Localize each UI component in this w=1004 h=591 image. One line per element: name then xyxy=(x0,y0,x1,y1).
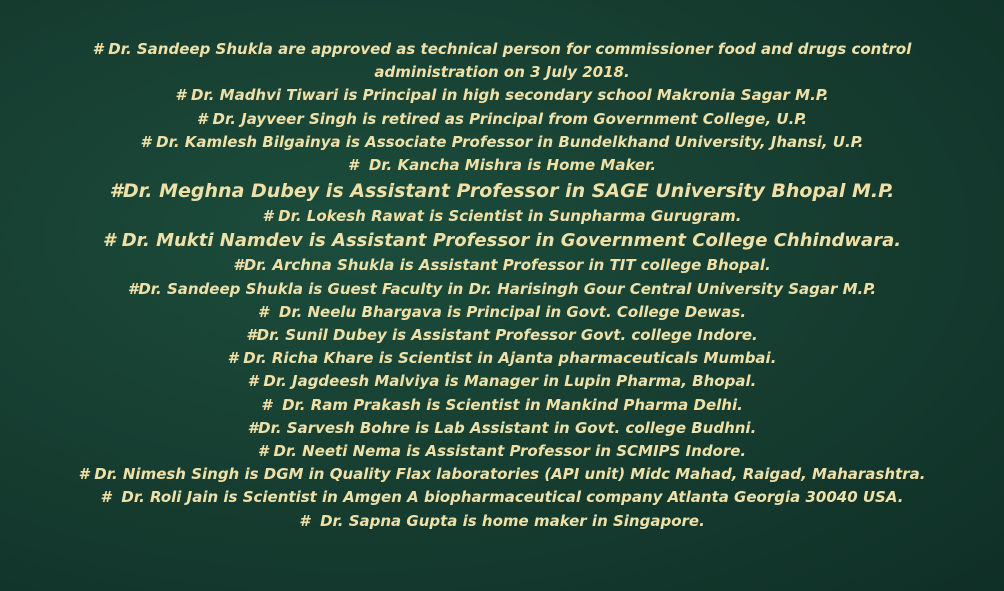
list-item: # Dr. Neelu Bhargava is Principal in Govt. College Dewas. xyxy=(257,302,747,321)
list-item: #Dr. Sunil Dubey is Assistant Professor Govt. college Indore. xyxy=(246,326,758,345)
list-item: # Dr. Kancha Mishra is Home Maker. xyxy=(347,156,657,175)
list-item: # Dr. Lokesh Rawat is Scientist in Sunpharma Gurugram. xyxy=(262,207,742,226)
list-item: #Dr. Sandeep Shukla is Guest Faculty in Dr. Harisingh Gour Central University Sagar M.P. xyxy=(127,279,877,298)
alumni-list xyxy=(0,38,1004,533)
list-item: # Dr. Ram Prakash is Scientist in Mankind Pharma Delhi. xyxy=(261,395,743,414)
list-item: #Dr. Archna Shukla is Assistant Professor in TIT college Bhopal. xyxy=(233,256,771,275)
list-item: # Dr. Jayveer Singh is retired as Principal from Government College, U.P. xyxy=(196,109,808,128)
list-item: # Dr. Madhvi Tiwari is Principal in high secondary school Makronia Sagar M.P. xyxy=(175,86,829,105)
list-item: # Dr. Sandeep Shukla are approved as technical person for commissioner food and drugs control administration on 3 July 2018. xyxy=(92,40,912,82)
list-item: # Dr. Mukti Namdev is Assistant Professor in Government College Chhindwara. xyxy=(102,230,902,252)
list-item: #Dr. Meghna Dubey is Assistant Professor in SAGE University Bhopal M.P. xyxy=(109,180,895,203)
list-item: # Dr. Nimesh Singh is DGM in Quality Flax laboratories (API unit) Midc Mahad, Raigad, Maharashtra. xyxy=(78,465,926,484)
list-item: # Dr. Kamlesh Bilgainya is Associate Professor in Bundelkhand University, Jhansi, U.P. xyxy=(140,132,864,151)
list-item: # Dr. Roli Jain is Scientist in Amgen A biopharmaceutical company Atlanta Georgia 30040 USA. xyxy=(100,488,904,507)
list-item: # Dr. Sapna Gupta is home maker in Singapore. xyxy=(299,511,705,530)
list-item: #Dr. Sarvesh Bohre is Lab Assistant in Govt. college Budhni. xyxy=(247,418,757,437)
list-item: # Dr. Jagdeesh Malviya is Manager in Lupin Pharma, Bhopal. xyxy=(247,372,757,391)
list-item: # Dr. Neeti Nema is Assistant Professor in SCMIPS Indore. xyxy=(257,442,747,461)
list-item: # Dr. Richa Khare is Scientist in Ajanta pharmaceuticals Mumbai. xyxy=(227,349,777,368)
